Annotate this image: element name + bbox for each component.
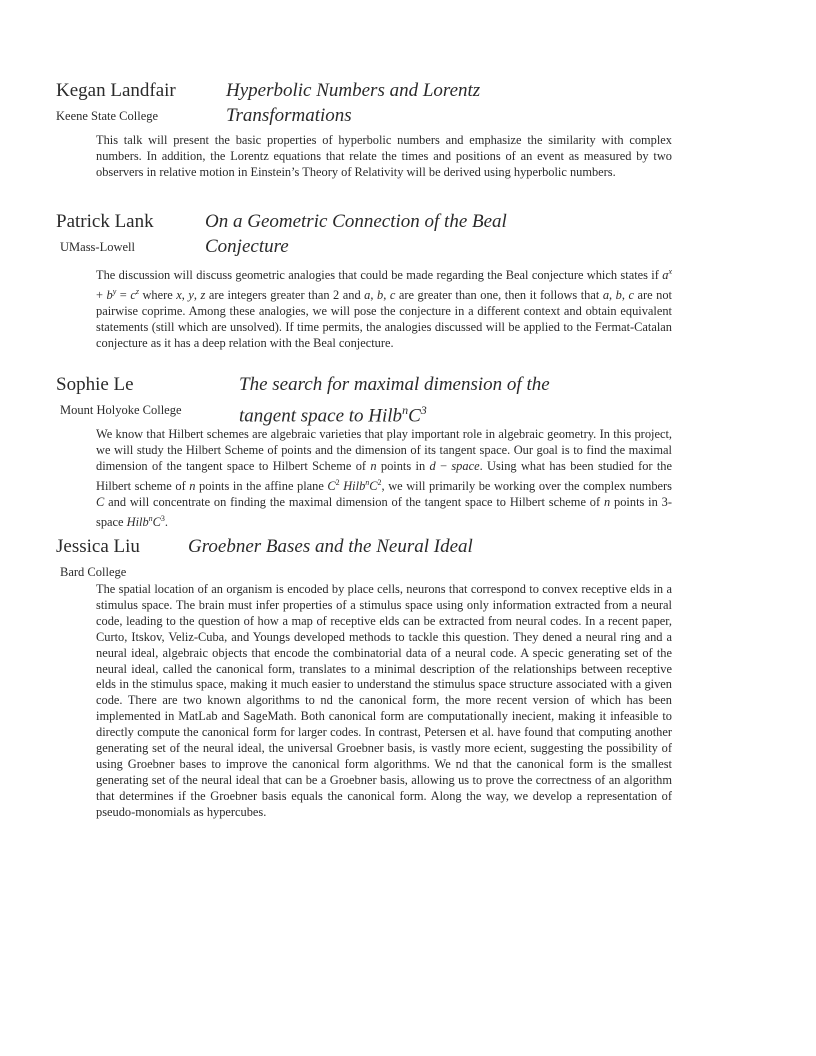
- talk-title-text: tangent space to: [239, 404, 369, 426]
- talk-title-line: On a Geometric Connection of the Beal: [205, 211, 507, 232]
- talk-title: [188, 535, 473, 560]
- talk-abstract: We know that Hilbert schemes are algebraic varieties that play important role in algebraic geometry. In this project, we will study the Hilbert Scheme of points and the dimension of its tangent space. Our goal is to find the maximal dimension of the tangent space to Hilbert Scheme of n points in d − space. Using what has been studied for the Hilbert scheme of n points in the affine plane $C^2$ $Hilb^nC^2$, we will primarily be working over the complex numbers C and will concentrate on finding the maximal dimension of the tangent space to Hilbert scheme of n points in 3-space $Hilb^nC^3$.: [96, 427, 672, 529]
- talk-title-line: Hyperbolic Numbers and Lorentz: [226, 80, 481, 101]
- talk-title: [239, 373, 550, 428]
- abstract-text: where: [138, 288, 177, 303]
- speaker-name: Kegan Landfair: [56, 80, 176, 101]
- abstract-text: and will concentrate on finding the maximal dimension of the tangent space to Hilbert scheme of: [104, 494, 604, 509]
- talk-title: [226, 79, 480, 128]
- abstract-text: points in: [376, 458, 430, 473]
- abstract-text: . Using what has been studied for the Hilbert scheme of: [96, 458, 672, 493]
- speaker-institution: Bard College: [60, 565, 127, 579]
- talk-title-line: Transformations: [226, 104, 352, 126]
- talk-title-line: The search for maximal dimension of the: [239, 374, 550, 395]
- talk-title: [205, 210, 507, 259]
- talk-title-line: Groebner Bases and the Neural Ideal: [188, 536, 473, 557]
- abstract-text: are greater than one, then it follows that: [395, 288, 603, 303]
- abstract-text: are integers greater than 2 and: [205, 288, 365, 303]
- speaker-institution: Keene State College: [56, 109, 159, 123]
- talk-abstract: The spatial location of an organism is encoded by place cells, neurons that correspond to convex receptive elds in a stimulus space. The brain must infer properties of a stimulus space using only information extracted from a neural code, leading to the question of how a map of receptive elds can be extracted from neural codes. In a recent paper, Curto, Itskov, Veliz-Cuba, and Youngs developed methods to tackle this question. They dened a neural ring and a neural ideal, algebraic objects that encode the combinatorial data of a neural code. A specic generating set of the neural ideal, called the canonical form, translates to a minimal description of the relationships between receptive elds in the stimulus space, making it much easier to understand the stimulus space structure associated with a given code. There are two known algorithms to nd the canonical form, the more recent version of which has been implemented in MatLab and SageMath. Both canonical form are computationally inecient, making it infeasible to directly compute the canonical form for larger codes. In contrast, Petersen et al. have found that computing another generating set of the neural ideal, the universal Groebner basis, is vastly more ecient, suggesting the possibility of using Groebner bases to improve the canonical form algorithms. We nd that the canonical form is the smallest generating set of the neural ideal that can be a Groebner basis, allowing us to prove the correctness of an algorithm that determines if the Groebner basis equals the canonical form. Along the way, we develop a representation of pseudo-monomials as hypercubes.: [96, 582, 672, 819]
- speaker-name: Patrick Lank: [56, 211, 154, 232]
- abstract-text: points in 3-space: [96, 494, 672, 529]
- abstract-text: The discussion will discuss geometric analogies that could be made regarding the Beal conjecture which states if: [96, 268, 663, 283]
- abstract-text: , we will primarily be working over the complex numbers: [381, 478, 672, 493]
- talk-title-line: tangent space to $Hilb^nC^3$: [239, 402, 427, 426]
- talk-abstract: The discussion will discuss geometric analogies that could be made regarding the Beal conjecture which states if $a^x + b^y = c^z$ where x, y, z are integers greater than 2 and a, b, c are greater than one, then it follows that a, b, c are not pairwise coprime. Among these analogies, we will pose the conjecture in a different context and obtain equivalent statements (still which are unsolved). If time permits, the analogies discussed will be applied to the Fermat-Catalan conjecture as it has a deep relation with the Beal conjecture.: [96, 267, 673, 350]
- speaker-institution: UMass-Lowell: [60, 240, 135, 254]
- abstract-text: are not pairwise coprime. Among these analogies, we will pose the conjecture in a different context and obtain equivalent statements (still which are unsolved). If time permits, the analogies discussed will be applied to the Fermat-Catalan conjecture as it has a deep relation with the Beal conjecture.: [96, 288, 673, 350]
- abstract-text: points in the affine plane: [195, 478, 328, 493]
- talk-abstract: This talk will present the basic properties of hyperbolic numbers and emphasize the similarity with complex numbers. In addition, the Lorentz equations that relate the times and positions of an event as measured by two observers in relative motion in Einstein’s Theory of Relativity will be derived using hyperbolic numbers.: [96, 133, 672, 179]
- talk-title-line: Conjecture: [205, 235, 289, 257]
- speaker-institution: Mount Holyoke College: [60, 403, 182, 417]
- abstract-text: We know that Hilbert schemes are algebraic varieties that play important role in algebraic geometry. In this project, we will study the Hilbert Scheme of points and the dimension of its tangent space. Our goal is to find the maximal dimension of the tangent space to Hilbert Scheme of: [96, 427, 672, 473]
- speaker-name: Jessica Liu: [56, 536, 140, 557]
- speaker-name: Sophie Le: [56, 374, 134, 395]
